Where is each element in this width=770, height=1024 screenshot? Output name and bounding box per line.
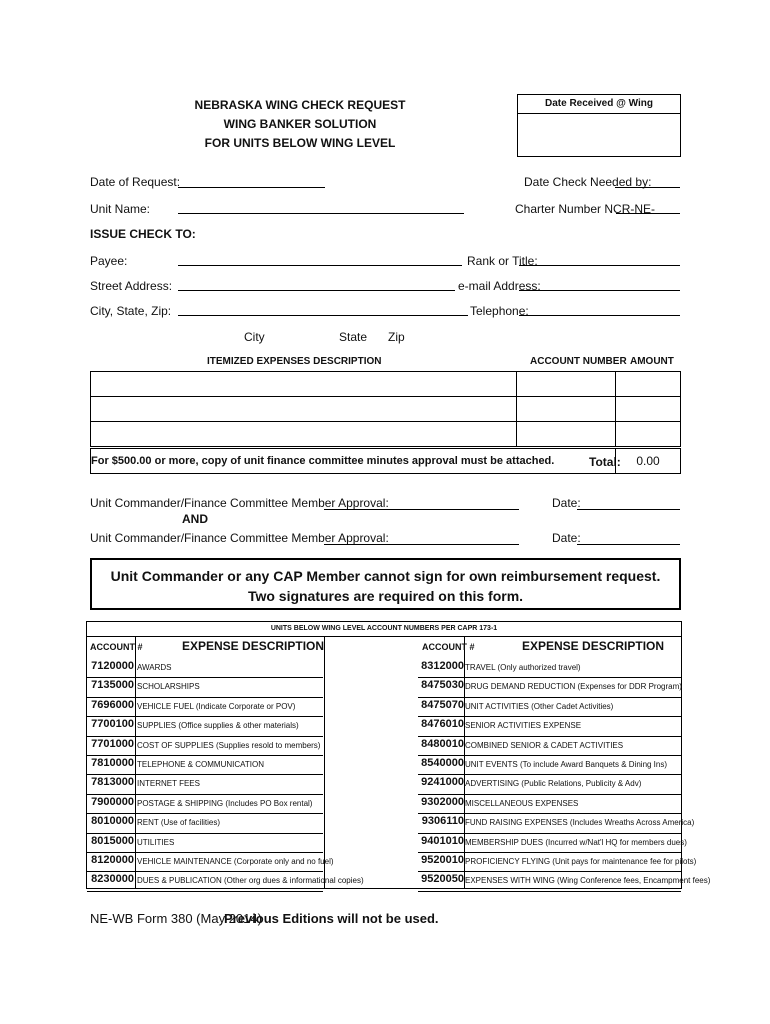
table-row xyxy=(87,833,323,834)
account-description: SENIOR ACTIVITIES EXPENSE xyxy=(465,721,582,731)
account-code: 9306110 xyxy=(421,815,464,828)
date-2-field[interactable] xyxy=(577,544,680,545)
account-description: INTERNET FEES xyxy=(137,779,200,789)
amount-header: AMOUNT xyxy=(630,356,674,367)
account-code: 8120000 xyxy=(91,854,134,866)
city-sublabel: City xyxy=(244,330,265,344)
date-received-box[interactable] xyxy=(517,94,681,157)
table-row xyxy=(418,755,681,756)
table-row xyxy=(418,697,681,698)
right-expense-header: EXPENSE DESCRIPTION xyxy=(522,639,665,653)
charter-number-field[interactable] xyxy=(616,213,680,214)
account-description: TRAVEL (Only authorized travel) xyxy=(465,663,581,672)
account-code: 7900000 xyxy=(91,795,134,808)
account-code: 9401010 xyxy=(421,834,464,847)
date-1-label: Date: xyxy=(552,496,581,510)
account-code: 7696000 xyxy=(91,698,134,711)
account-code: 8540000 xyxy=(421,757,464,769)
account-description: DUES & PUBLICATION (Other org dues & informational copies) xyxy=(137,876,364,886)
account-number-header: ACCOUNT NUMBER xyxy=(530,356,627,367)
table-row xyxy=(418,736,681,737)
account-description: VEHICLE FUEL (Indicate Corporate or POV) xyxy=(137,701,296,711)
city-state-zip-field[interactable] xyxy=(178,315,468,316)
zip-sublabel: Zip xyxy=(388,330,405,344)
left-account-header: ACCOUNT # xyxy=(90,642,143,652)
left-expense-header: EXPENSE DESCRIPTION xyxy=(182,639,325,653)
account-code: 8480010 xyxy=(421,737,464,750)
table-row xyxy=(87,697,323,698)
itemized-expenses-header: ITEMIZED EXPENSES DESCRIPTION xyxy=(207,356,382,367)
account-numbers-title: UNITS BELOW WING LEVEL ACCOUNT NUMBERS PER CAPR 173-1 xyxy=(270,625,498,632)
and-label: AND xyxy=(182,512,208,526)
account-code: 9520050 xyxy=(421,873,464,886)
notice-line-2: Two signatures are required on this form. xyxy=(247,588,524,604)
state-sublabel: State xyxy=(339,330,368,344)
account-description: MEMBERSHIP DUES (Incurred w/Nat'l HQ for members dues) xyxy=(465,837,687,847)
account-description: RENT (Use of facilities) xyxy=(137,818,220,828)
telephone-label: Telephone: xyxy=(470,304,529,318)
account-code: 7813000 xyxy=(91,776,134,789)
approval-2-label: Unit Commander/Finance Committee Member Approval: xyxy=(90,531,389,545)
account-description: TELEPHONE & COMMUNICATION xyxy=(137,760,264,769)
table-row xyxy=(418,833,681,834)
date-of-request-field[interactable] xyxy=(178,187,325,188)
account-description: SUPPLIES (Office supplies & other materials) xyxy=(137,721,299,731)
account-description: COMBINED SENIOR & CADET ACTIVITIES xyxy=(465,740,624,750)
title-line-2: WING BANKER SOLUTION xyxy=(223,117,377,131)
issue-check-to-label: ISSUE CHECK TO: xyxy=(90,227,196,241)
account-description: PROFICIENCY FLYING (Unit pays for maintenance fee for pilots) xyxy=(465,857,697,866)
charter-number-label: Charter Number NCR-NE- xyxy=(515,202,656,216)
account-description: COST OF SUPPLIES (Supplies resold to members) xyxy=(137,740,321,750)
date-check-needed-label: Date Check Needed by: xyxy=(524,175,652,189)
account-description: FUND RAISING EXPENSES (Includes Wreaths Across America) xyxy=(465,818,695,828)
table-row xyxy=(87,813,323,814)
approval-2-signature[interactable] xyxy=(324,544,519,545)
account-code: 8475030 xyxy=(421,679,464,692)
account-description: MISCELLANEOUS EXPENSES xyxy=(465,798,579,808)
account-description: AWARDS xyxy=(137,663,172,672)
account-code: 7810000 xyxy=(91,757,134,769)
date-of-request-label: Date of Request: xyxy=(90,175,181,189)
account-code: 7700100 xyxy=(91,718,134,731)
account-code: 9241000 xyxy=(421,776,464,789)
table-row xyxy=(87,755,323,756)
form-title xyxy=(180,96,420,153)
unit-name-label: Unit Name: xyxy=(90,202,151,216)
signature-notice-box xyxy=(90,558,681,610)
table-row xyxy=(87,716,323,717)
table-row xyxy=(418,677,681,678)
approval-1-label: Unit Commander/Finance Committee Member Approval: xyxy=(90,496,389,510)
account-description: ADVERTISING (Public Relations, Publicity & Adv) xyxy=(465,779,642,789)
account-description: UNIT EVENTS (To include Award Banquets & Dining Ins) xyxy=(465,760,668,769)
account-code: 7701000 xyxy=(91,737,134,750)
expense-row-3[interactable] xyxy=(91,422,515,446)
table-row xyxy=(87,871,323,872)
account-code: 7120000 xyxy=(91,660,134,672)
account-description: UTILITIES xyxy=(137,837,175,847)
table-row xyxy=(87,794,323,795)
expense-row-1[interactable] xyxy=(91,372,515,396)
right-account-header: ACCOUNT # xyxy=(422,642,475,652)
table-row xyxy=(418,891,681,892)
table-row xyxy=(418,852,681,853)
date-received-label: Date Received @ Wing xyxy=(518,95,680,114)
date-check-needed-field[interactable] xyxy=(615,187,680,188)
approval-1-signature[interactable] xyxy=(324,509,519,510)
account-code: 9520010 xyxy=(421,854,464,866)
telephone-field[interactable] xyxy=(519,315,680,316)
notice-line-1: Unit Commander or any CAP Member cannot sign for own reimbursement request. xyxy=(110,568,661,584)
table-row xyxy=(87,736,323,737)
rank-title-field[interactable] xyxy=(519,265,680,266)
date-1-field[interactable] xyxy=(577,509,680,510)
total-value: 0.00 xyxy=(615,448,681,474)
unit-name-field[interactable] xyxy=(178,213,464,214)
account-description: VEHICLE MAINTENANCE (Corporate only and no fuel) xyxy=(137,857,334,866)
account-description: DRUG DEMAND REDUCTION (Expenses for DDR Program) xyxy=(465,682,682,692)
account-code: 8475070 xyxy=(421,698,464,711)
date-2-label: Date: xyxy=(552,531,581,545)
table-row xyxy=(418,794,681,795)
table-row xyxy=(87,774,323,775)
table-row xyxy=(418,871,681,872)
editions-note: Previous Editions will not be used. xyxy=(224,911,439,926)
title-line-3: FOR UNITS BELOW WING LEVEL xyxy=(204,136,396,150)
table-row xyxy=(87,852,323,853)
table-row xyxy=(418,716,681,717)
table-row xyxy=(418,774,681,775)
expense-row-2[interactable] xyxy=(91,397,515,421)
table-row xyxy=(418,813,681,814)
payee-field[interactable] xyxy=(178,265,462,266)
account-code: 8476010 xyxy=(421,718,464,731)
table-row xyxy=(87,891,323,892)
account-code: 8230000 xyxy=(91,873,134,886)
total-label: Total: xyxy=(589,455,621,469)
email-address-label: e-mail Address: xyxy=(458,279,541,293)
account-code: 7135000 xyxy=(91,679,134,692)
account-code: 9302000 xyxy=(421,795,464,808)
account-description: UNIT ACTIVITIES (Other Cadet Activities) xyxy=(465,701,614,711)
payee-label: Payee: xyxy=(90,254,128,268)
table-row xyxy=(87,677,323,678)
title-line-1: NEBRASKA WING CHECK REQUEST xyxy=(194,98,406,112)
street-address-field[interactable] xyxy=(178,290,455,291)
account-code: 8010000 xyxy=(91,815,134,828)
email-address-field[interactable] xyxy=(519,290,680,291)
account-description: POSTAGE & SHIPPING (Includes PO Box rental) xyxy=(137,798,313,808)
rank-title-label: Rank or Title: xyxy=(467,254,538,268)
form-id: NE-WB Form 380 (May 2014) xyxy=(90,911,262,926)
street-address-label: Street Address: xyxy=(90,279,173,293)
account-description: EXPENSES WITH WING (Wing Conference fees, Encampment fees) xyxy=(465,876,711,886)
account-description: SCHOLARSHIPS xyxy=(137,682,200,692)
city-state-zip-label: City, State, Zip: xyxy=(90,304,172,318)
account-code: 8015000 xyxy=(91,834,134,847)
account-code: 8312000 xyxy=(421,660,464,672)
threshold-note: For $500.00 or more, copy of unit finance committee minutes approval must be attached. xyxy=(91,455,555,467)
